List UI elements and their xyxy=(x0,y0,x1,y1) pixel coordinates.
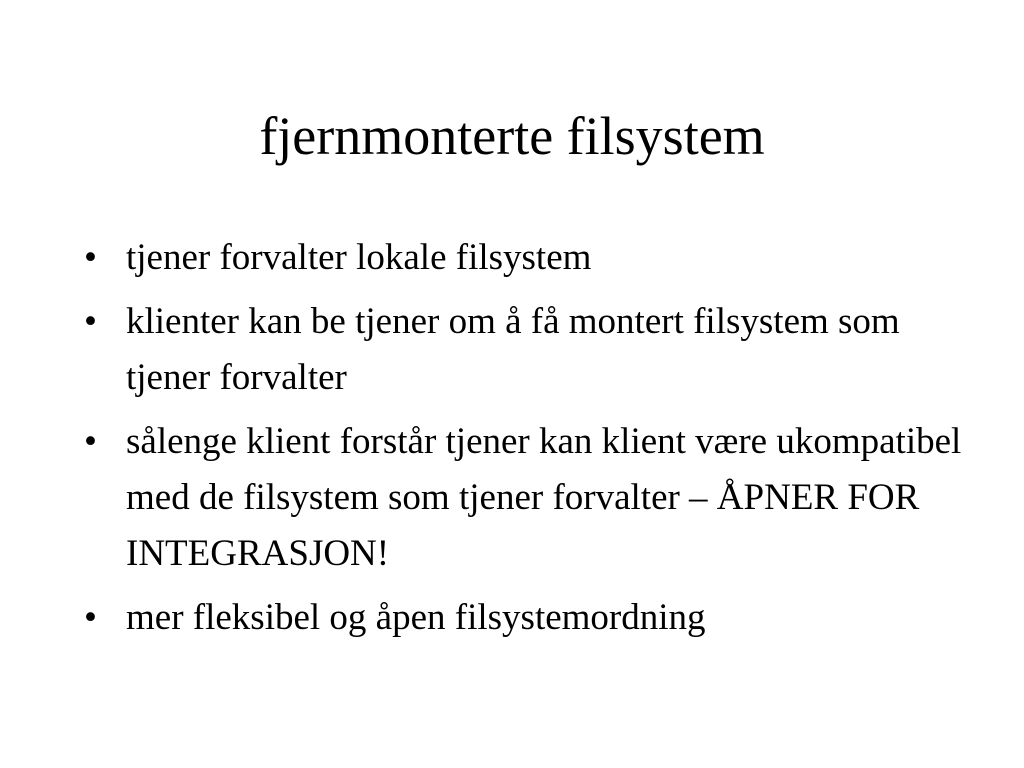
slide-title: fjernmonterte filsystem xyxy=(259,106,765,166)
bullet-text: mer fleksibel og åpen filsystemordning xyxy=(126,597,706,638)
bullet-item xyxy=(84,590,964,646)
bullet-icon: • xyxy=(84,301,97,342)
bullet-icon: • xyxy=(84,237,97,278)
bullet-text: tjener forvalter lokale filsystem xyxy=(126,237,592,278)
bullet-item xyxy=(84,294,964,406)
bullet-list xyxy=(84,230,964,654)
bullet-text: klienter kan be tjener om å få montert filsystem som tjener forvalter xyxy=(126,301,900,398)
bullet-text: sålenge klient forstår tjener kan klient være ukompatibel med de filsystem som tjener forvalter – ÅPNER FOR INTEGRASJON! xyxy=(126,421,962,574)
bullet-item xyxy=(84,414,964,582)
bullet-icon: • xyxy=(84,421,97,462)
bullet-icon: • xyxy=(84,597,97,638)
bullet-item xyxy=(84,230,964,286)
